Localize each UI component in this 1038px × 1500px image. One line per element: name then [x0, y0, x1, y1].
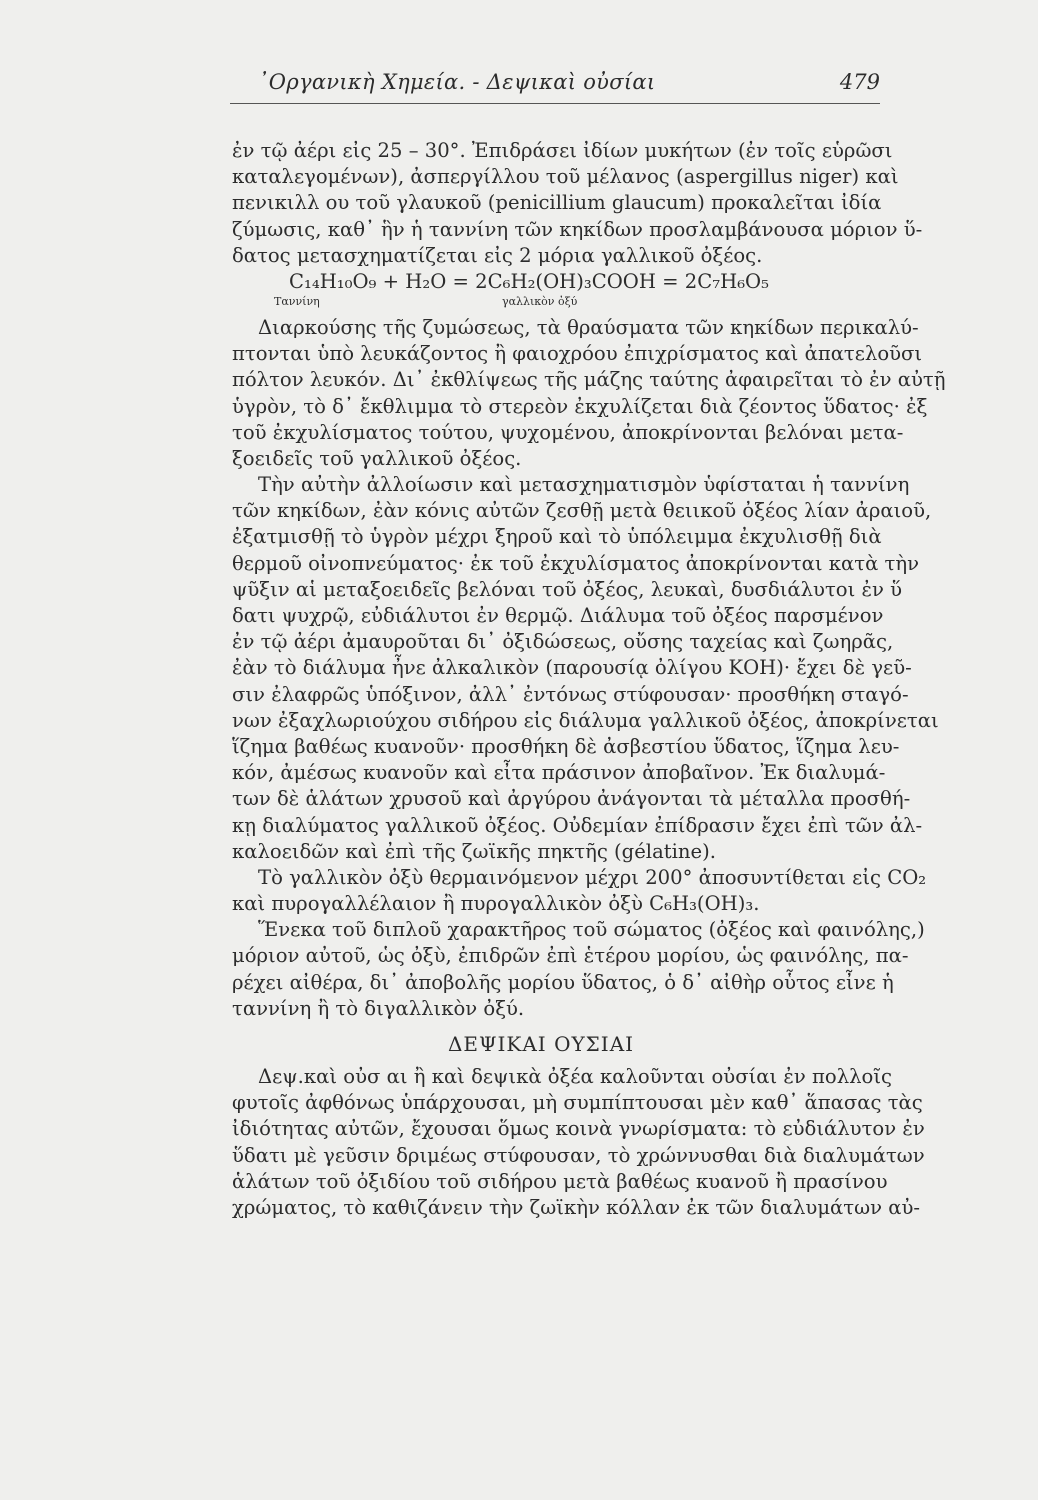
formula-caption-tannin: Ταννίνη [274, 294, 320, 308]
chemical-formula: C₁₄H₁₀O₉ + H₂O = 2C₆H₂(OH)₃COOH = 2C₇H₆O₅ [289, 269, 769, 293]
text-line: νων ἐξαχλωριούχου σιδήρου εἰς διάλυμα γαλλικοῦ ὀξέος, ἀποκρίνεται [232, 708, 939, 732]
text-line: πενικιλλ ου τοῦ γλαυκοῦ (penicillium glaucum) προκαλεῖται ἰδία [232, 191, 882, 215]
text-line: Ἕνεκα τοῦ διπλοῦ χαρακτῆρος τοῦ σώματος (ὀξέος καὶ φαινόλης,) [258, 918, 925, 942]
text-line: πόλτον λευκόν. Δι᾽ ἐκθλίψεως τῆς μάζης ταύτης ἀφαιρεῖται τὸ ἐν αὐτῇ [232, 368, 946, 392]
paragraph-3 [232, 472, 939, 865]
text-line: κόν, ἀμέσως κυανοῦν καὶ εἶτα πράσινον ἀποβαῖνον. Ἐκ διαλυμά- [232, 761, 886, 785]
text-line: ἰδιότητας αὐτῶν, ἔχουσαι ὅμως κοινὰ γνωρίσματα: τὸ εὐδιάλυτον ἐν [232, 1117, 925, 1141]
header-rule [230, 103, 880, 104]
paragraph-4 [232, 865, 927, 917]
text-line: Τὸ γαλλικὸν ὀξὺ θερμαινόμενον μέχρι 200° ἀποσυντίθεται εἰς CO₂ [258, 865, 927, 889]
page-header [230, 70, 880, 110]
text-line: κῃ διαλύματος γαλλικοῦ ὀξέος. Οὐδεμίαν ἐπίδρασιν ἔχει ἐπὶ τῶν ἀλ- [232, 813, 923, 837]
text-line: ἁλάτων τοῦ ὀξιδίου τοῦ σιδήρου μετὰ βαθέως κυανοῦ ἢ πρασίνου [232, 1169, 888, 1193]
formula-caption-gallic-acid: γαλλικὸν ὀξύ [502, 294, 578, 308]
paragraph-2 [232, 315, 946, 472]
paragraph-5 [232, 917, 925, 1022]
text-line: καλοειδῶν καὶ ἐπὶ τῆς ζωϊκῆς πηκτῆς (gélatine). [232, 839, 716, 863]
text-line: ρέχει αἰθέρα, δι᾽ ἀποβολῆς μορίου ὕδατος, ὁ δ᾽ αἰθὴρ οὗτος εἶνε ἡ [232, 970, 894, 994]
paragraph-6 [232, 1064, 925, 1221]
text-line: τῶν κηκίδων, ἐὰν κόνις αὐτῶν ζεσθῇ μετὰ θειικοῦ ὀξέος λίαν ἀραιοῦ, [232, 499, 932, 523]
section-heading: ΔΕΨΙΚΑΙ ΟΥΣΙΑΙ [447, 1032, 635, 1056]
text-line: ψῦξιν αἱ μεταξοειδεῖς βελόναι τοῦ ὀξέος, λευκαὶ, δυσδιάλυτοι ἐν ὕ [232, 577, 903, 601]
text-line: των δὲ ἁλάτων χρυσοῦ καὶ ἀργύρου ἀνάγονται τὰ μέταλλα προσθή- [232, 787, 911, 811]
text-line: καταλεγομένων), ἀσπεργίλλου τοῦ μέλανος (aspergillus niger) καὶ [232, 165, 899, 189]
running-title: ᾽Οργανικὴ Χημεία. - Δεψικαὶ οὐσίαι [258, 70, 656, 94]
text-line: Διαρκούσης τῆς ζυμώσεως, τὰ θραύσματα τῶν κηκίδων περικαλύ- [258, 315, 919, 339]
text-line: τοῦ ἐκχυλίσματος τούτου, ψυχομένου, ἀποκρίνονται βελόναι μετα- [232, 420, 904, 444]
text-line: ἐν τῷ ἀέρι εἰς 25 – 30°. Ἐπιδράσει ἰδίων μυκήτων (ἐν τοῖς εὑρῶσι [232, 139, 893, 162]
text-line: ἐξατμισθῇ τὸ ὑγρὸν μέχρι ξηροῦ καὶ τὸ ὑπόλειμμα ἐκχυλισθῇ διὰ [232, 525, 882, 549]
text-line: δατος μετασχηματίζεται εἰς 2 μόρια γαλλικοῦ ὀξέος. [232, 243, 763, 267]
page-body [232, 138, 946, 1221]
text-line: Τὴν αὐτὴν ἀλλοίωσιν καὶ μετασχηματισμὸν ὑφίσταται ἡ ταννίνη [258, 473, 910, 497]
text-line: φυτοῖς ἀφθόνως ὑπάρχουσαι, μὴ συμπίπτουσαι μὲν καθ᾽ ἅπασας τὰς [232, 1091, 923, 1115]
text-line: Δεψ.καὶ οὐσ αι ἢ καὶ δεψικὰ ὀξέα καλοῦνται οὐσίαι ἐν πολλοῖς [258, 1065, 893, 1088]
text-line: πτονται ὑπὸ λευκάζοντος ἢ φαιοχρόου ἐπιχρίσματος καὶ ἀπατελοῦσι [232, 342, 923, 366]
text-line: καὶ πυρογαλλέλαιον ἢ πυρογαλλικὸν ὀξὺ C₆H₃(OH)₃. [232, 892, 760, 916]
page-number: 479 [839, 70, 880, 94]
text-line: ἐὰν τὸ διάλυμα ἦνε ἀλκαλικὸν (παρουσίᾳ ὀλίγου ΚΟΗ)· ἔχει δὲ γεῦ- [232, 656, 912, 680]
text-line: σιν ἐλαφρῶς ὑπόξινον, ἀλλ᾽ ἐντόνως στύφουσαν· προσθήκη σταγό- [232, 682, 909, 706]
text-line: ἐν τῷ ἀέρι ἀμαυροῦται δι᾽ ὀξιδώσεως, οὔσης ταχείας καὶ ζωηρᾶς, [232, 630, 894, 654]
text-line: μόριον αὐτοῦ, ὡς ὀξὺ, ἐπιδρῶν ἐπὶ ἑτέρου μορίου, ὡς φαινόλης, πα- [232, 944, 909, 968]
text-line: χρώματος, τὸ καθιζάνειν τὴν ζωϊκὴν κόλλαν ἐκ τῶν διαλυμάτων αὐ- [232, 1195, 921, 1219]
text-line: θερμοῦ οἰνοπνεύματος· ἐκ τοῦ ἐκχυλίσματος ἀποκρίνονται κατὰ τὴν [232, 551, 920, 575]
text-line: ὕδατι μὲ γεῦσιν δριμέως στύφουσαν, τὸ χρώννυσθαι διὰ διαλυμάτων [232, 1143, 925, 1167]
text-line: ξοειδεῖς τοῦ γαλλικοῦ ὀξέος. [232, 446, 522, 470]
text-line: ὑγρὸν, τὸ δ᾽ ἔκθλιμμα τὸ στερεὸν ἐκχυλίζεται διὰ ζέοντος ὕδατος· ἐξ [232, 394, 928, 418]
text-line: ἵζημα βαθέως κυανοῦν· προσθήκη δὲ ἀσβεστίου ὕδατος, ἵζημα λευ- [232, 734, 900, 758]
paragraph-1 [232, 138, 923, 269]
text-line: ζύμωσις, καθ᾽ ἣν ἡ ταννίνη τῶν κηκίδων προσλαμβάνουσα μόριον ὕ- [232, 217, 923, 241]
text-line: δατι ψυχρῷ, εὐδιάλυτοι ἐν θερμῷ. Διάλυμα τοῦ ὀξέος παρσμένον [232, 604, 884, 627]
formula-captions [232, 295, 850, 315]
text-line: ταννίνη ἢ τὸ διγαλλικὸν ὀξύ. [232, 996, 525, 1020]
